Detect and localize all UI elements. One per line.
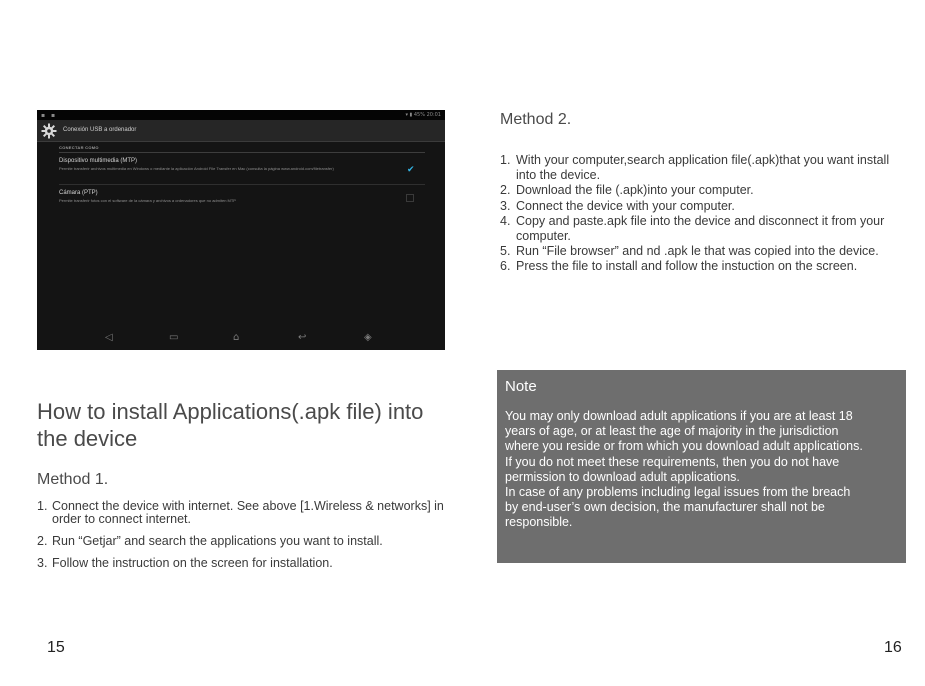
step-text: Connect the device with internet. See above [1.Wireless & networks] in order to connect internet. (52, 499, 444, 526)
step-number: 2. (37, 534, 48, 548)
page-title: How to install Applications(.apk file) into the device (37, 399, 424, 451)
gear-icon (41, 123, 57, 139)
step-text: Run “Getjar” and search the applications you want to install. (52, 534, 383, 548)
list-item (37, 535, 457, 548)
usb-connection-screenshot (37, 110, 445, 350)
option-ptp-title: Cámara (PTP) (59, 190, 98, 196)
method-2-steps (500, 153, 910, 275)
step-number: 4. (500, 213, 511, 228)
list-item (37, 557, 457, 570)
step-number: 6. (500, 259, 511, 274)
method-1-title: Method 1. (37, 471, 109, 488)
step-number: 1. (37, 499, 48, 513)
divider (59, 184, 425, 185)
step-number: 3. (37, 556, 48, 570)
step-text: Follow the instruction on the screen for installation. (52, 556, 333, 570)
option-mtp[interactable] (59, 158, 425, 171)
option-mtp-title: Dispositivo multimedia (MTP) (59, 158, 138, 164)
status-indicators: ▾ ▮ 45% 20:01 (405, 112, 441, 118)
option-ptp-description: Permite transferir fotos con el software de la cámara y archivos a ordenadores que no admiten MTP (59, 198, 236, 203)
home-icon[interactable]: ⌂ (233, 332, 240, 343)
ptp-checkbox-unchecked[interactable] (406, 194, 414, 202)
step-text: Download the file (.apk)into your computer. (516, 183, 754, 198)
recent-apps-icon[interactable]: ▭ (169, 332, 179, 343)
step-text: Connect the device with your computer. (516, 198, 735, 213)
note-body: You may only download adult applications if you are at least 18 years of age, or at least the age of majority in the jurisdiction where you reside or from which you download adult applications. If you do not meet these requirements, then you do not have permission to download adult applications. In case of any problems including legal issues from the breach by end-user’s own decision, the manufacturer shall not be responsible. (505, 409, 863, 530)
list-item (37, 500, 457, 526)
option-mtp-description: Permite transferir archivos multimedia en Windows o mediante la aplicación Android File Transfer en Mac (consulta la página www.android.com/filetransfer) (59, 166, 334, 171)
list-item (500, 153, 910, 183)
action-bar (37, 120, 445, 142)
note-box (497, 370, 906, 563)
action-bar-title: Conexión USB a ordenador (63, 127, 137, 133)
status-notifications: ▪ ▪ (41, 112, 58, 119)
step-text: Run “File browser” and nd .apk le that was copied into the device. (516, 244, 879, 259)
mtp-checkbox-checked[interactable]: ✔ (407, 165, 415, 175)
option-ptp[interactable] (59, 190, 425, 203)
status-bar (37, 110, 445, 120)
method-1-steps (37, 500, 457, 579)
section-header: CONECTAR COMO (59, 145, 99, 150)
note-title: Note (505, 378, 537, 395)
step-text: Copy and paste.apk file into the device and disconnect it from your computer. (516, 213, 885, 244)
back-icon[interactable]: ↩ (298, 332, 307, 343)
list-item (500, 183, 910, 198)
step-number: 3. (500, 198, 511, 213)
step-number: 5. (500, 244, 511, 259)
step-text: With your computer,search application file(.apk)that you want install into the device. (516, 153, 890, 183)
divider (59, 152, 425, 153)
list-item (500, 199, 910, 214)
volume-up-icon[interactable]: ◈ (364, 332, 372, 343)
page-number-right: 16 (884, 639, 902, 656)
step-text: Press the file to install and follow the instuction on the screen. (516, 259, 858, 274)
step-number: 1. (500, 153, 511, 167)
list-item (500, 259, 910, 274)
list-item (500, 214, 910, 244)
method-2-title: Method 2. (500, 111, 572, 128)
volume-down-icon[interactable]: ◁ (105, 332, 113, 343)
list-item (500, 244, 910, 259)
navigation-bar (37, 328, 445, 350)
page-number-left: 15 (47, 639, 65, 656)
step-number: 2. (500, 183, 511, 198)
